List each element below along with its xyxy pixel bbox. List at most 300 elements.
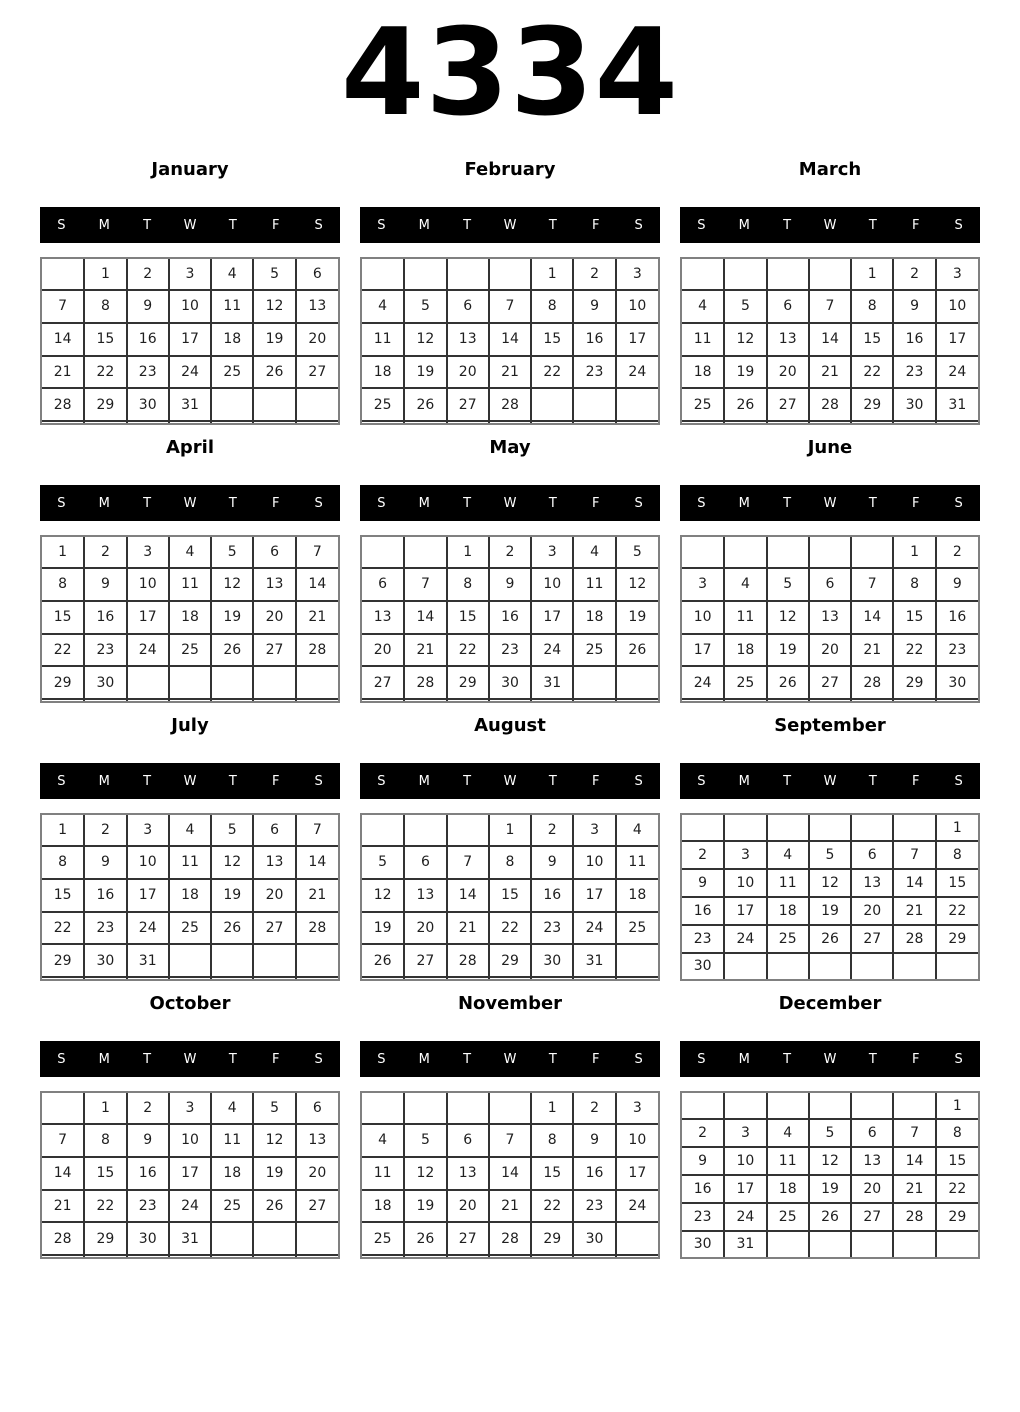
day-cell: 28 (296, 634, 338, 667)
day-cell: 26 (404, 1222, 446, 1255)
day-cell: 1 (84, 259, 126, 290)
day-cell: 22 (893, 634, 935, 667)
month-title: July (171, 715, 209, 736)
day-cell: 8 (851, 290, 893, 323)
day-cell: 9 (489, 568, 531, 601)
day-cell: 6 (253, 815, 295, 846)
day-cell: 5 (404, 290, 446, 323)
empty-day-cell (616, 421, 658, 423)
weekday-label: M (738, 495, 750, 511)
day-cell: 17 (724, 1175, 766, 1203)
empty-day-cell (404, 977, 446, 979)
month-august (360, 714, 660, 981)
empty-day-cell (767, 815, 809, 841)
day-cell: 9 (936, 568, 978, 601)
day-cell: 4 (362, 1124, 404, 1157)
day-cell: 27 (362, 666, 404, 699)
empty-day-cell (362, 259, 404, 290)
day-cell: 11 (211, 1124, 253, 1157)
empty-day-cell (809, 953, 851, 979)
day-cell: 22 (84, 1190, 126, 1223)
weekday-header-bar (680, 485, 980, 521)
month-title: December (778, 993, 882, 1014)
day-cell: 9 (127, 1124, 169, 1157)
week-row (682, 1203, 978, 1231)
day-cell: 7 (296, 815, 338, 846)
empty-day-cell (489, 259, 531, 290)
week-row (682, 601, 978, 634)
empty-day-cell (851, 421, 893, 423)
day-cell: 17 (616, 323, 658, 356)
day-cell: 23 (84, 912, 126, 945)
week-row (682, 699, 978, 701)
day-cell: 30 (127, 1222, 169, 1255)
day-cell: 17 (169, 1157, 211, 1190)
empty-day-cell (253, 1222, 295, 1255)
day-cell: 26 (404, 388, 446, 421)
empty-day-cell (169, 421, 211, 423)
day-cell: 3 (169, 1093, 211, 1124)
week-row (362, 1157, 658, 1190)
day-cell: 19 (809, 897, 851, 925)
day-cell: 8 (42, 846, 84, 879)
empty-day-cell (211, 699, 253, 701)
empty-day-cell (809, 699, 851, 701)
weekday-label: M (738, 1051, 750, 1067)
day-cell: 3 (682, 568, 724, 601)
day-cell: 9 (84, 846, 126, 879)
day-cell: 20 (296, 1157, 338, 1190)
week-row (682, 421, 978, 423)
weekday-label: F (271, 217, 280, 233)
weekday-label: S (634, 773, 643, 789)
empty-day-cell (936, 953, 978, 979)
week-row (42, 388, 338, 421)
day-cell: 23 (893, 356, 935, 389)
day-cell: 2 (84, 815, 126, 846)
empty-day-cell (724, 421, 766, 423)
weekday-label: M (418, 217, 430, 233)
day-cell: 19 (767, 634, 809, 667)
day-cell: 6 (851, 1119, 893, 1147)
day-cell: 2 (682, 841, 724, 869)
day-cell: 10 (616, 1124, 658, 1157)
empty-day-cell (573, 699, 615, 701)
weekday-label: T (548, 217, 557, 233)
empty-day-cell (531, 1255, 573, 1257)
day-cell: 8 (447, 568, 489, 601)
day-cell: 28 (851, 666, 893, 699)
day-cell: 9 (682, 869, 724, 897)
day-cell: 7 (489, 290, 531, 323)
week-row (362, 1124, 658, 1157)
day-cell: 21 (42, 356, 84, 389)
day-cell: 23 (573, 356, 615, 389)
day-cell: 14 (296, 846, 338, 879)
week-row (682, 356, 978, 389)
empty-day-cell (296, 421, 338, 423)
empty-day-cell (404, 421, 446, 423)
day-cell: 21 (404, 634, 446, 667)
day-cell: 22 (531, 356, 573, 389)
week-row (362, 1093, 658, 1124)
month-day-grid (680, 813, 980, 981)
day-cell: 10 (573, 846, 615, 879)
week-row (42, 421, 338, 423)
day-cell: 2 (489, 537, 531, 568)
empty-day-cell (127, 977, 169, 979)
day-cell: 16 (489, 601, 531, 634)
weekday-label: F (591, 217, 600, 233)
day-cell: 23 (531, 912, 573, 945)
day-cell: 20 (447, 1190, 489, 1223)
weekday-label: W (823, 217, 837, 233)
day-cell: 6 (404, 846, 446, 879)
day-cell: 29 (893, 666, 935, 699)
empty-day-cell (809, 259, 851, 290)
day-cell: 12 (362, 879, 404, 912)
week-row (682, 897, 978, 925)
empty-day-cell (724, 537, 766, 568)
day-cell: 1 (42, 537, 84, 568)
week-row (682, 925, 978, 953)
day-cell: 21 (42, 1190, 84, 1223)
month-september (680, 714, 980, 981)
day-cell: 21 (447, 912, 489, 945)
day-cell: 31 (724, 1231, 766, 1257)
day-cell: 4 (724, 568, 766, 601)
day-cell: 30 (893, 388, 935, 421)
day-cell: 15 (531, 1157, 573, 1190)
day-cell: 3 (531, 537, 573, 568)
empty-day-cell (616, 1222, 658, 1255)
weekday-label: M (98, 773, 110, 789)
day-cell: 28 (447, 944, 489, 977)
empty-day-cell (531, 388, 573, 421)
empty-day-cell (447, 699, 489, 701)
day-cell: 17 (682, 634, 724, 667)
day-cell: 14 (893, 1147, 935, 1175)
weekday-label: T (868, 1051, 877, 1067)
day-cell: 23 (573, 1190, 615, 1223)
empty-day-cell (362, 977, 404, 979)
day-cell: 3 (936, 259, 978, 290)
weekday-label: T (783, 1051, 792, 1067)
day-cell: 18 (724, 634, 766, 667)
day-cell: 14 (404, 601, 446, 634)
day-cell: 1 (84, 1093, 126, 1124)
week-row (42, 1093, 338, 1124)
empty-day-cell (404, 1093, 446, 1124)
day-cell: 3 (573, 815, 615, 846)
day-cell: 23 (84, 634, 126, 667)
day-cell: 11 (211, 290, 253, 323)
day-cell: 6 (447, 290, 489, 323)
day-cell: 16 (573, 323, 615, 356)
day-cell: 13 (767, 323, 809, 356)
week-row (362, 815, 658, 846)
day-cell: 26 (809, 1203, 851, 1231)
weekday-label: F (911, 495, 920, 511)
week-row (42, 879, 338, 912)
week-row (42, 323, 338, 356)
day-cell: 15 (893, 601, 935, 634)
empty-day-cell (724, 953, 766, 979)
month-february (360, 158, 660, 425)
empty-day-cell (447, 259, 489, 290)
day-cell: 26 (362, 944, 404, 977)
empty-day-cell (169, 977, 211, 979)
weekday-label: T (868, 217, 877, 233)
empty-day-cell (169, 699, 211, 701)
day-cell: 14 (893, 869, 935, 897)
weekday-label: T (868, 495, 877, 511)
day-cell: 7 (447, 846, 489, 879)
month-day-grid (360, 257, 660, 425)
day-cell: 14 (489, 1157, 531, 1190)
day-cell: 17 (127, 601, 169, 634)
day-cell: 10 (127, 568, 169, 601)
day-cell: 19 (809, 1175, 851, 1203)
day-cell: 5 (616, 537, 658, 568)
month-april (40, 436, 340, 703)
empty-day-cell (127, 699, 169, 701)
day-cell: 31 (531, 666, 573, 699)
empty-day-cell (42, 1093, 84, 1124)
day-cell: 11 (767, 869, 809, 897)
day-cell: 14 (447, 879, 489, 912)
weekday-label: S (697, 1051, 706, 1067)
day-cell: 8 (531, 1124, 573, 1157)
empty-day-cell (211, 388, 253, 421)
weekday-label: T (463, 1051, 472, 1067)
day-cell: 24 (682, 666, 724, 699)
week-row (682, 568, 978, 601)
day-cell: 18 (362, 356, 404, 389)
empty-day-cell (127, 666, 169, 699)
day-cell: 5 (404, 1124, 446, 1157)
empty-day-cell (936, 421, 978, 423)
week-row (42, 699, 338, 701)
day-cell: 12 (809, 869, 851, 897)
day-cell: 29 (447, 666, 489, 699)
day-cell: 17 (169, 323, 211, 356)
day-cell: 22 (84, 356, 126, 389)
day-cell: 22 (489, 912, 531, 945)
day-cell: 7 (893, 841, 935, 869)
day-cell: 17 (724, 897, 766, 925)
day-cell: 26 (253, 356, 295, 389)
empty-day-cell (809, 537, 851, 568)
day-cell: 10 (616, 290, 658, 323)
weekday-label: S (954, 217, 963, 233)
day-cell: 7 (42, 1124, 84, 1157)
day-cell: 20 (767, 356, 809, 389)
empty-day-cell (767, 1231, 809, 1257)
day-cell: 4 (682, 290, 724, 323)
month-november (360, 992, 660, 1259)
day-cell: 16 (127, 323, 169, 356)
day-cell: 25 (573, 634, 615, 667)
empty-day-cell (169, 944, 211, 977)
empty-day-cell (362, 1255, 404, 1257)
day-cell: 26 (616, 634, 658, 667)
weekday-label: S (954, 773, 963, 789)
day-cell: 26 (767, 666, 809, 699)
empty-day-cell (573, 421, 615, 423)
weekday-label: F (591, 1051, 600, 1067)
day-cell: 12 (767, 601, 809, 634)
empty-day-cell (724, 699, 766, 701)
day-cell: 3 (616, 1093, 658, 1124)
day-cell: 1 (489, 815, 531, 846)
months-grid (0, 158, 1020, 1259)
empty-day-cell (447, 1255, 489, 1257)
day-cell: 22 (447, 634, 489, 667)
day-cell: 2 (893, 259, 935, 290)
empty-day-cell (253, 666, 295, 699)
day-cell: 27 (404, 944, 446, 977)
day-cell: 21 (809, 356, 851, 389)
month-december (680, 992, 980, 1259)
day-cell: 3 (127, 815, 169, 846)
weekday-label: M (738, 217, 750, 233)
empty-day-cell (362, 815, 404, 846)
empty-day-cell (296, 977, 338, 979)
day-cell: 27 (253, 912, 295, 945)
day-cell: 28 (296, 912, 338, 945)
day-cell: 5 (211, 815, 253, 846)
day-cell: 14 (42, 323, 84, 356)
empty-day-cell (127, 421, 169, 423)
day-cell: 13 (362, 601, 404, 634)
day-cell: 7 (893, 1119, 935, 1147)
day-cell: 14 (809, 323, 851, 356)
weekday-header-bar (680, 207, 980, 243)
weekday-label: W (183, 1051, 197, 1067)
day-cell: 29 (84, 1222, 126, 1255)
day-cell: 16 (682, 897, 724, 925)
weekday-label: M (418, 1051, 430, 1067)
day-cell: 13 (447, 323, 489, 356)
weekday-label: T (463, 217, 472, 233)
month-title: September (774, 715, 886, 736)
day-cell: 24 (616, 1190, 658, 1223)
week-row (362, 912, 658, 945)
day-cell: 24 (724, 1203, 766, 1231)
day-cell: 4 (169, 537, 211, 568)
empty-day-cell (682, 537, 724, 568)
day-cell: 7 (296, 537, 338, 568)
weekday-label: W (503, 217, 517, 233)
day-cell: 18 (169, 601, 211, 634)
day-cell: 24 (169, 356, 211, 389)
day-cell: 7 (404, 568, 446, 601)
day-cell: 6 (362, 568, 404, 601)
day-cell: 13 (296, 1124, 338, 1157)
weekday-label: T (228, 217, 237, 233)
day-cell: 24 (616, 356, 658, 389)
day-cell: 6 (253, 537, 295, 568)
weekday-label: S (57, 217, 66, 233)
day-cell: 14 (851, 601, 893, 634)
week-row (42, 1190, 338, 1223)
day-cell: 22 (936, 1175, 978, 1203)
week-row (42, 1124, 338, 1157)
day-cell: 10 (127, 846, 169, 879)
day-cell: 11 (682, 323, 724, 356)
day-cell: 1 (936, 815, 978, 841)
day-cell: 13 (809, 601, 851, 634)
day-cell: 30 (489, 666, 531, 699)
day-cell: 17 (616, 1157, 658, 1190)
empty-day-cell (42, 421, 84, 423)
weekday-label: T (228, 495, 237, 511)
day-cell: 29 (936, 925, 978, 953)
day-cell: 4 (169, 815, 211, 846)
day-cell: 22 (531, 1190, 573, 1223)
day-cell: 24 (127, 912, 169, 945)
weekday-label: S (314, 495, 323, 511)
empty-day-cell (616, 699, 658, 701)
empty-day-cell (531, 699, 573, 701)
empty-day-cell (724, 815, 766, 841)
weekday-label: T (783, 495, 792, 511)
day-cell: 23 (127, 1190, 169, 1223)
day-cell: 14 (296, 568, 338, 601)
day-cell: 9 (893, 290, 935, 323)
empty-day-cell (296, 944, 338, 977)
day-cell: 19 (211, 879, 253, 912)
day-cell: 1 (531, 259, 573, 290)
week-row (42, 634, 338, 667)
weekday-label: T (783, 773, 792, 789)
empty-day-cell (682, 815, 724, 841)
empty-day-cell (531, 421, 573, 423)
empty-day-cell (253, 1255, 295, 1257)
day-cell: 5 (211, 537, 253, 568)
month-march (680, 158, 980, 425)
day-cell: 29 (84, 388, 126, 421)
day-cell: 5 (362, 846, 404, 879)
week-row (42, 601, 338, 634)
week-row (682, 869, 978, 897)
day-cell: 27 (296, 356, 338, 389)
day-cell: 15 (531, 323, 573, 356)
day-cell: 7 (851, 568, 893, 601)
month-day-grid (40, 257, 340, 425)
empty-day-cell (851, 1231, 893, 1257)
month-title: May (489, 437, 531, 458)
empty-day-cell (616, 666, 658, 699)
week-row (682, 388, 978, 421)
weekday-label: S (57, 1051, 66, 1067)
day-cell: 27 (296, 1190, 338, 1223)
weekday-label: S (377, 495, 386, 511)
weekday-label: M (98, 495, 110, 511)
empty-day-cell (84, 421, 126, 423)
day-cell: 18 (616, 879, 658, 912)
week-row (42, 290, 338, 323)
day-cell: 5 (253, 259, 295, 290)
day-cell: 16 (893, 323, 935, 356)
day-cell: 30 (531, 944, 573, 977)
day-cell: 1 (851, 259, 893, 290)
week-row (362, 879, 658, 912)
week-row (42, 1157, 338, 1190)
day-cell: 30 (682, 1231, 724, 1257)
day-cell: 4 (362, 290, 404, 323)
